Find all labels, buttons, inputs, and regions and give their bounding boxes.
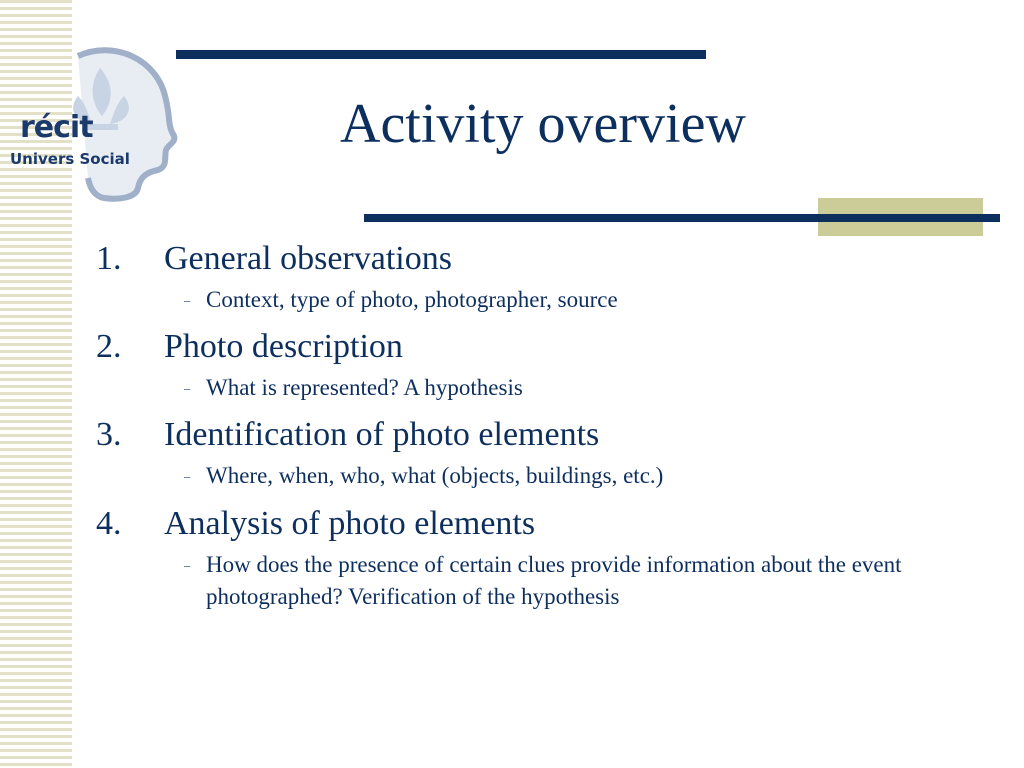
item-heading: Identification of photo elements (164, 416, 600, 454)
top-rule (176, 50, 706, 59)
logo-brand-text: récit (20, 110, 93, 145)
list-item (96, 416, 976, 492)
item-subtext: Context, type of photo, photographer, source (206, 287, 618, 312)
dash-bullet-icon: – (184, 293, 190, 307)
dash-bullet-icon: – (184, 469, 190, 484)
dash-bullet-icon: – (184, 381, 190, 396)
item-number: 3. (96, 416, 122, 454)
list-item (96, 328, 976, 404)
item-number: 2. (96, 328, 122, 366)
item-subtext: Where, when, who, what (objects, buildings, etc.) (206, 463, 664, 489)
item-heading: Photo description (164, 328, 403, 366)
logo-subtitle: Univers Social (10, 150, 130, 168)
item-number: 4. (96, 504, 122, 542)
list-item (96, 505, 976, 613)
item-subtext: How does the presence of certain clues provide information about the event photographed? Verification of the hypothesis (206, 551, 902, 609)
item-heading: General observations (164, 240, 452, 277)
bottom-rule (364, 214, 1000, 222)
recit-logo (8, 38, 178, 203)
item-number: 1. (96, 240, 122, 277)
activity-list (96, 240, 976, 613)
page-title: Activity overview (340, 93, 746, 155)
item-subtext: What is represented? A hypothesis (206, 375, 523, 401)
dash-bullet-icon: – (184, 557, 190, 572)
item-heading: Analysis of photo elements (164, 504, 536, 542)
list-item (96, 240, 976, 316)
